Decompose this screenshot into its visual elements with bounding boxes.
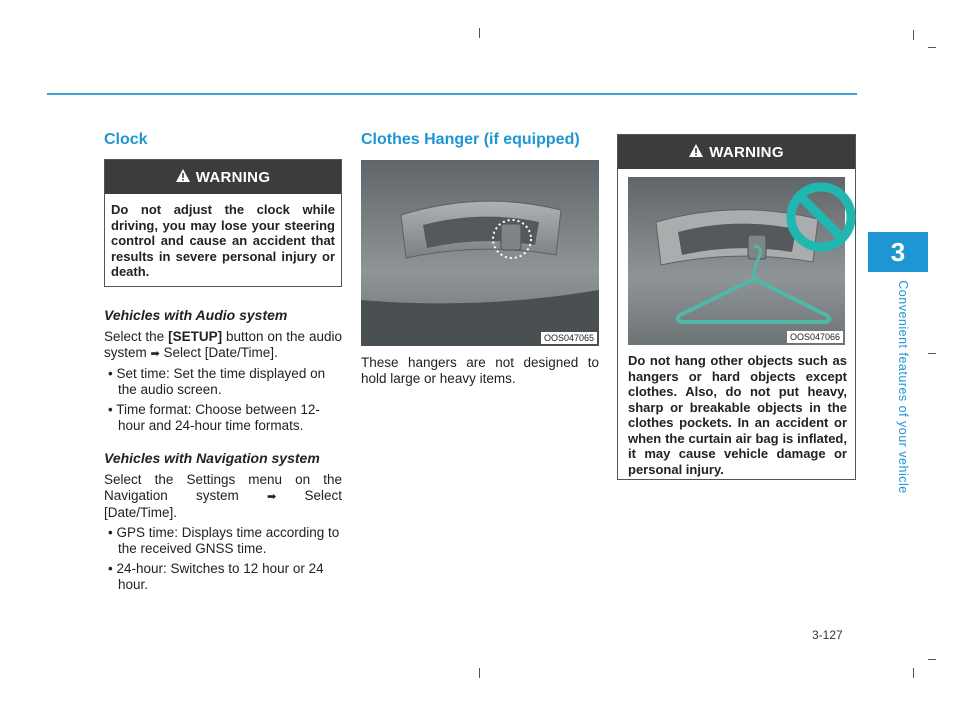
hanger-caption: These hangers are not designed to hold large or heavy items. [361,355,599,386]
chapter-title: Convenient features of your vehicle [896,280,910,494]
audio-heading: Vehicles with Audio system [104,307,288,323]
crop-mark [479,28,480,38]
hanger-illustration [361,160,599,346]
audio-bullets [104,366,342,434]
crop-mark [928,659,936,660]
audio-intro: Select the [SETUP] button on the audio system ➡ Select [Date/Time]. [104,329,342,360]
navigation-intro: Select the Settings menu on the Navigation system ➡ Select [Date/Time]. [104,472,342,520]
list-item: • Time format: Choose between 12-hour and 24-hour time formats. [108,402,320,433]
crop-mark [913,30,914,40]
page-number: 3-127 [812,628,843,642]
clock-warning-box [104,159,342,287]
clock-heading: Clock [104,131,148,148]
list-item: • 24-hour: Switches to 12 hour or 24 hour. [108,561,324,592]
crop-mark [928,353,936,354]
crop-mark [913,668,914,678]
navigation-bullets [104,525,342,593]
warning-triangle-icon [176,169,190,186]
crop-mark [479,668,480,678]
navigation-heading: Vehicles with Navigation system [104,450,320,466]
warning-label: WARNING [709,143,784,161]
clock-column [104,131,342,597]
hanger-warning-box [617,134,856,480]
list-item: • Set time: Set the time displayed on the audio screen. [108,366,326,397]
prohibited-icon [785,181,857,258]
warning-header [618,135,855,169]
hanger-warning-text: Do not hang other objects such as hangers or hard objects except clothes. Also, do not put heavy, sharp or breakable objects in the clothes pockets. In an accident or when the curtain air bag is inflated, it may cause vehicle damage or personal injury. [628,353,847,477]
header-rule [47,93,857,95]
arrow-right-icon: ➡ [150,348,160,360]
image-code: OOS047066 [787,331,843,343]
warning-label: WARNING [195,168,271,186]
hanger-column [361,131,599,387]
clock-warning-text: Do not adjust the clock while driving, you may lose your steering control and cause an accident that results in severe personal injury or death. [111,202,335,279]
arrow-right-icon: ➡ [267,491,277,503]
image-code: OOS047065 [541,332,597,344]
chapter-number-tab: 3 [868,232,928,272]
warning-triangle-icon [689,144,703,161]
hanger-heading: Clothes Hanger (if equipped) [361,131,580,148]
warning-header [105,160,341,194]
crop-mark [928,47,936,48]
hanger-photo [361,160,599,346]
list-item: • GPS time: Displays time according to the received GNSS time. [108,525,340,556]
